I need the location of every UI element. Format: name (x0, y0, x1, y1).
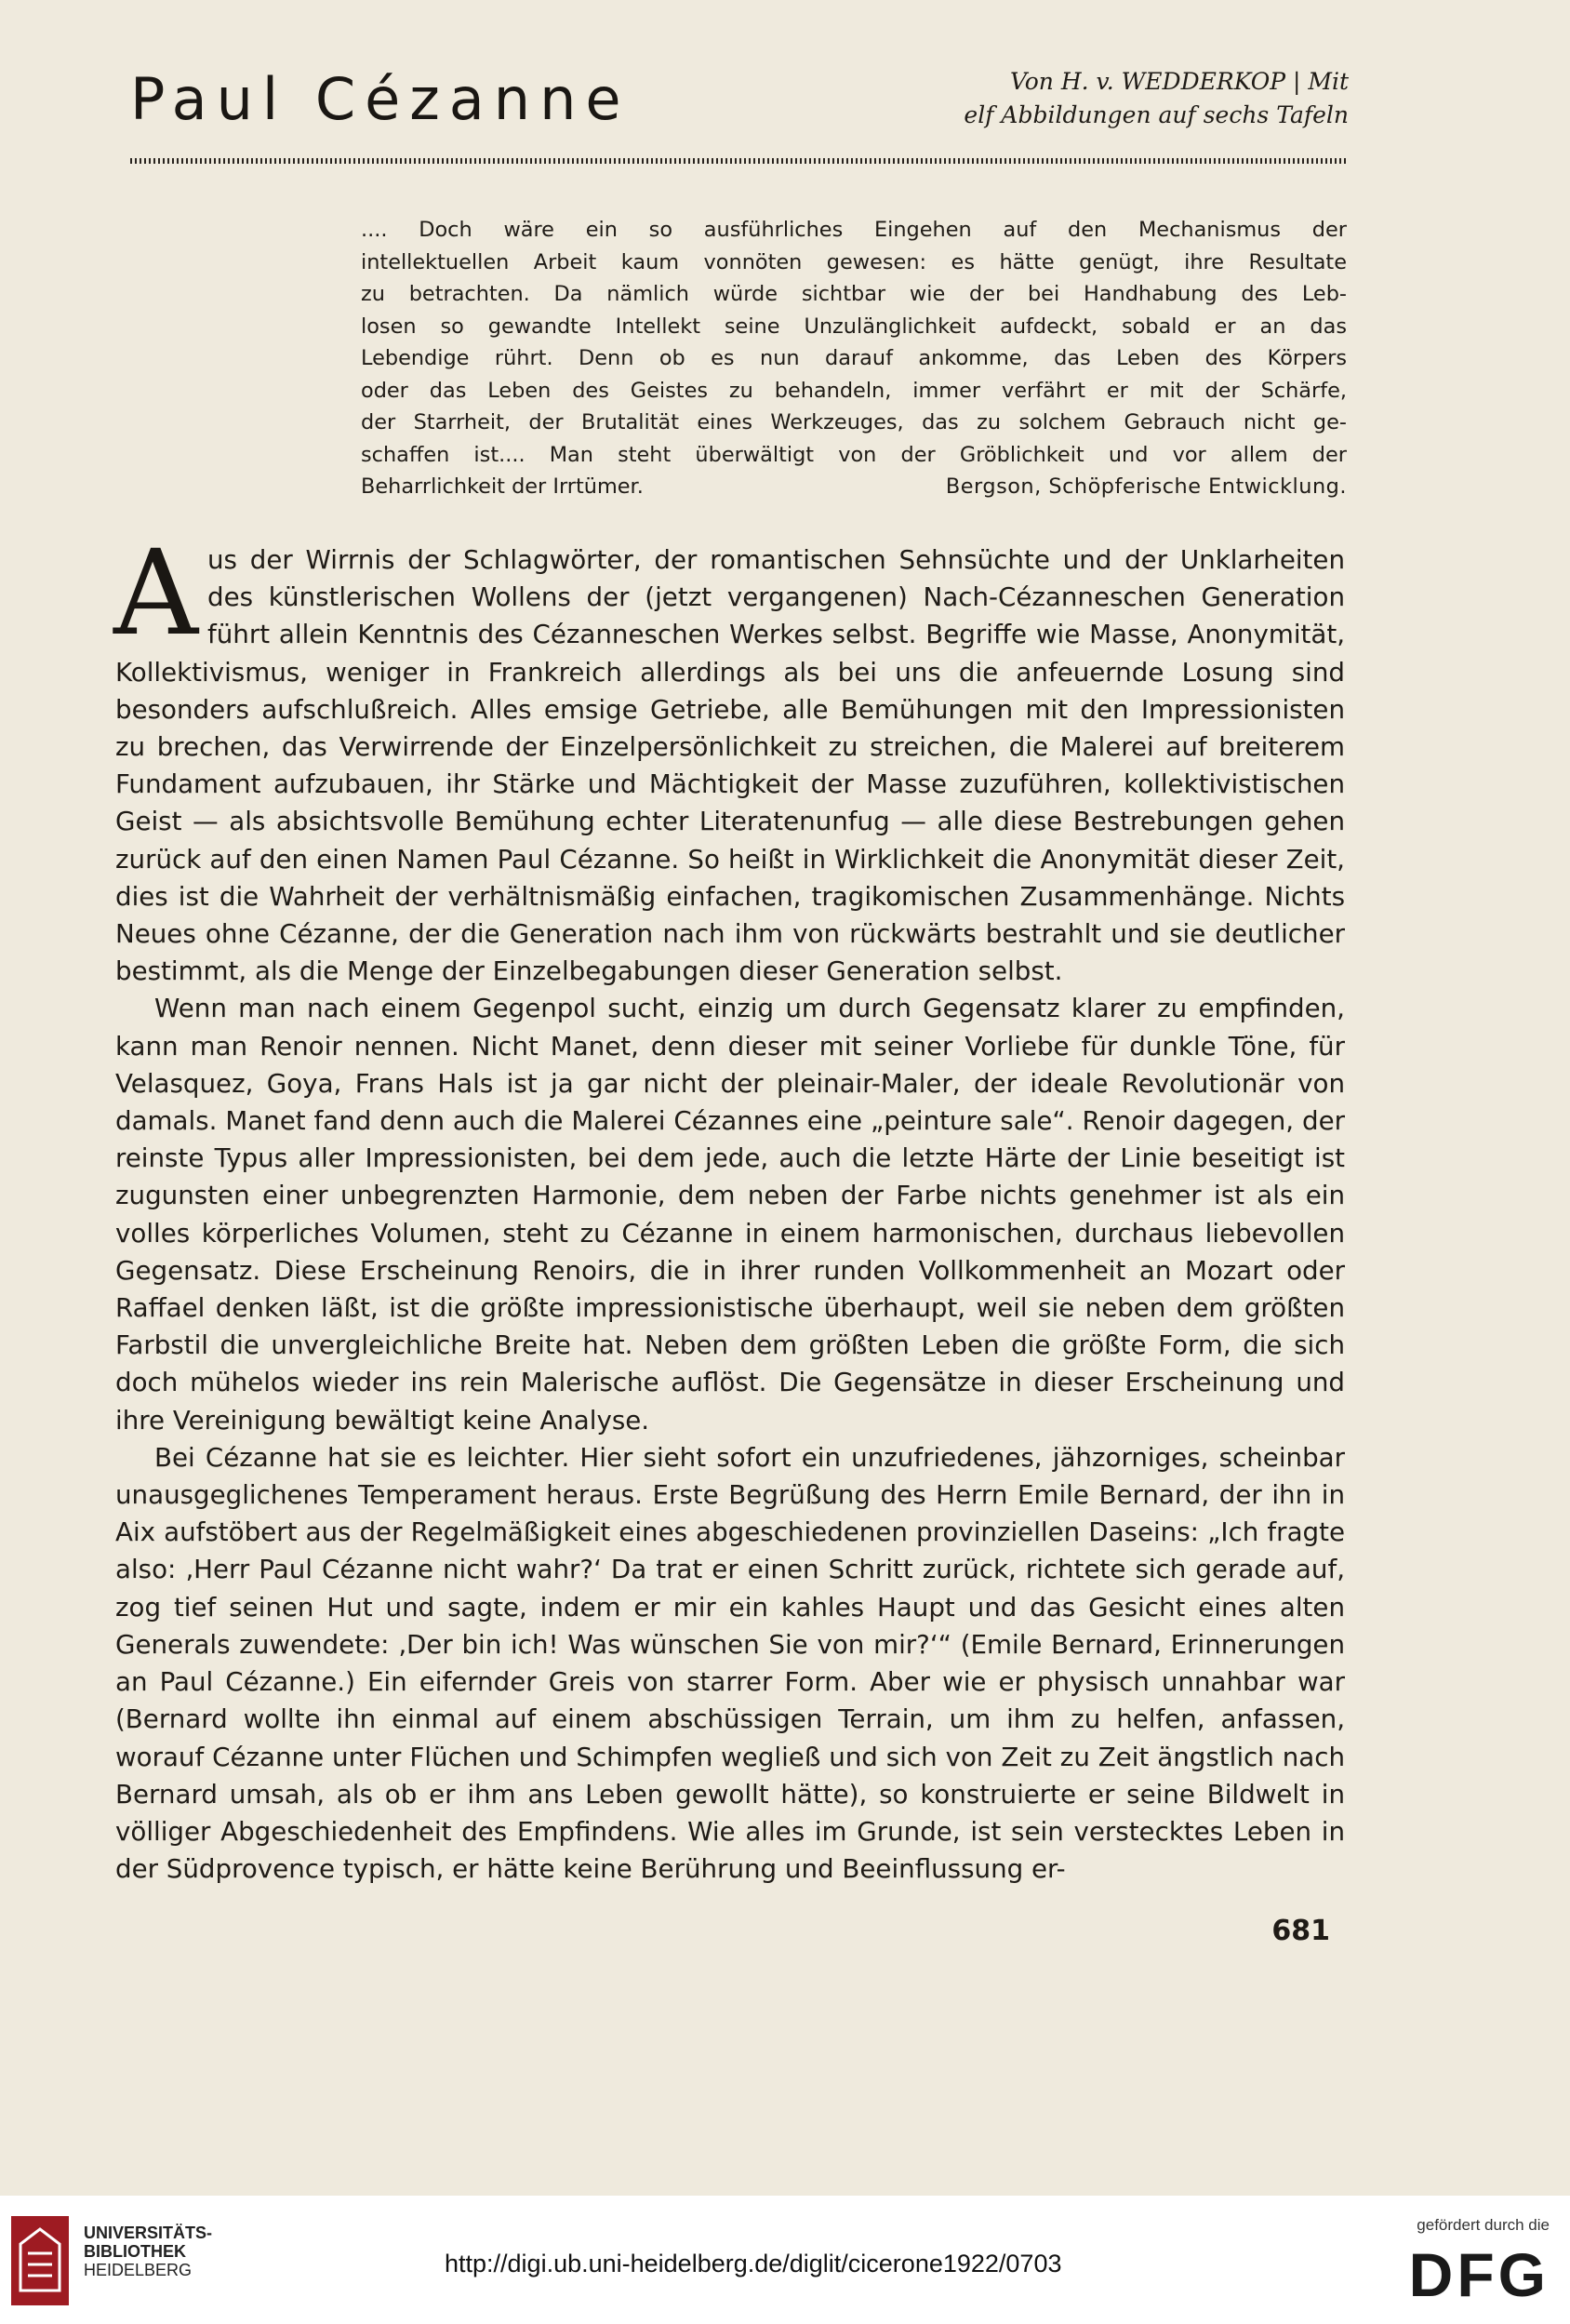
epigraph-line: intellektuellen Arbeit kaum vonnöten gewesen: es hätte genügt, ihre Resultate (361, 249, 1347, 274)
header-rule (130, 158, 1349, 164)
epigraph-line: zu betrachten. Da nämlich würde sichtbar wie der bei Handhabung des Leb- (361, 282, 1347, 306)
epigraph-line: der Starrheit, der Brutalität eines Werkzeuges, das zu solchem Gebrauch nicht ge- (361, 410, 1347, 434)
page-number: 681 (1271, 1915, 1330, 1947)
byline-author: Von H. v. WEDDERKOP | Mit (1010, 68, 1349, 95)
permalink-url[interactable]: http://digi.ub.uni-heidelberg.de/diglit/cicerone1922/0703 (445, 2250, 1062, 2277)
article-header (130, 58, 1349, 160)
epigraph-line: schaffen ist.... Man steht überwältigt von der Gröblichkeit und vor allem der (361, 442, 1347, 467)
epigraph-attribution-line (361, 471, 1347, 503)
university-seal-icon (11, 2216, 69, 2305)
sponsor-caption: gefördert durch die (1417, 2216, 1550, 2234)
article-body (113, 525, 1345, 1888)
institution-line-2: BIBLIOTHEK (84, 2242, 186, 2261)
article-title: Paul Cézanne (130, 65, 631, 133)
institution-name (84, 2224, 212, 2279)
paragraph: Bei Cézanne hat sie es leichter. Hier sieht sofort ein unzufriedenes, jähzorniges, scheinbar unausgeglichenes Temperament heraus. Erste Begrüßung des Herrn Emile Bernard, der ihn in Aix aufstöbert aus der Regelmäßigkeit eines abgeschiedenen provinziellen Daseins: „Ich fragte also: ‚Herr Paul Cézanne nicht wahr?‘ Da trat er einen Schritt zurück, richtete sich gerade auf, zog tief seinen Hut und sagte, indem er mir ein kahles Haupt und das Gesicht eines alten Generals zuwendete: ‚Der bin ich! Was wünschen Sie von mir?‘“ (Emile Bernard, Erinnerungen an Paul Cézanne.) Ein eifernder Greis von starrer Form. Aber wie er physisch unnahbar war (Bernard wollte ihn einmal auf einem abschüssigen Terrain, um ihm zu helfen, anfassen, worauf Cézanne unter Flüchen und Schimpfen wegließ und sich von Zeit zu Zeit ängstlich nach Bernard umsah, als ob er ihm ans Leben gewollt hätte), so konstruierte er seine Bildwelt in völliger Abgeschiedenheit des Empfindens. Wie alles im Grunde, ist sein verstecktes Leben in der Südprovence typisch, er hätte keine Berührung und Beeinflussung er- (115, 1441, 1345, 1885)
epigraph-line: losen so gewandte Intellekt seine Unzulänglichkeit aufdeckt, sobald er an das (361, 314, 1347, 339)
institution-line-1: UNIVERSITÄTS- (84, 2224, 213, 2242)
paragraph (113, 525, 1345, 990)
byline-illustrations: elf Abbildungen auf sechs Tafeln (964, 101, 1349, 128)
paragraph: Wenn man nach einem Gegenpol sucht, einzig um durch Gegensatz klarer zu empfinden, kann man Renoir nennen. Nicht Manet, denn dieser mit seiner Vorliebe für dunkle Töne, für Velasquez, Goya, Frans Hals ist ja gar nicht der pleinair-Maler, der ideale Revolutionär von damals. Manet fand denn auch die Malerei Cézannes eine „peinture sale“. Renoir dagegen, der reinste Typus aller Impressionisten, bei dem jede, auch die letzte Härte der Linie beseitigt ist zugunsten einer unbegrenzten Harmonie, dem neben der Farbe nichts genehmer ist als ein volles körperliches Volumen, steht zu Cézanne in einem harmonischen, durchaus liebevollen Gegensatz. Diese Erscheinung Renoirs, die in ihrer runden Vollkommenheit an Mozart oder Raffael denken läßt, ist die größte impressionistische überhaupt, weil sie neben dem größten Farbstil die unvergleichliche Breite hat. Neben dem größten Leben die größte Form, die sich doch mühelos wieder ins rein Malerische auflöst. Die Gegensätze in dieser Erscheinung und ihre Vereinigung bewältigt keine Analyse. (115, 993, 1345, 1436)
byline (964, 65, 1349, 132)
epigraph-last-line: Beharrlichkeit der Irrtümer. (361, 474, 644, 499)
epigraph (361, 214, 1347, 503)
paragraph-text: us der Wirrnis der Schlagwörter, der romantischen Sehnsüchte und der Unklarheiten des künstlerischen Wollens der (jetzt vergangenen) Nach-Cézanneschen Generation führt allein Kenntnis des Cézanneschen Werkes selbst. Begriffe wie Masse, Anonymität, Kollektivismus, weniger in Frankreich allerdings als bei uns die anfeuernde Losung sind besonders aufschlußreich. Alles emsige Getriebe, alle Bemühungen mit den Impressionisten zu brechen, das Verwirrende der Einzelpersönlichkeit zu streichen, die Malerei auf breiterem Fundament aufzubauen, ihr Stärke und Mächtigkeit der Masse zuzuführen, kollektivistischen Geist — als absichtsvolle Bemühung echter Literatenunfug — alle diese Bestrebungen gehen zurück auf den einen Namen Paul Cézanne. So heißt in Wirklichkeit die Anonymität dieser Zeit, dies ist die Wahrheit der verhältnismäßig einfachen, tragikomischen Zusammenhänge. Nichts Neues ohne Cézanne, der die Generation nach ihm von rückwärts bestrahlt und sie deutlicher bestimmt, als die Menge der Einzelbegabungen dieser Generation selbst. (115, 544, 1345, 987)
digitization-footer (0, 2196, 1570, 2324)
epigraph-source: Bergson, Schöpferische Entwicklung. (945, 474, 1347, 499)
epigraph-line: .... Doch wäre ein so ausführliches Eingehen auf den Mechanismus der (361, 218, 1347, 242)
institution-line-3: HEIDELBERG (84, 2261, 193, 2279)
epigraph-line: oder das Leben des Geistes zu behandeln, immer verfährt er mit der Schärfe, (361, 378, 1347, 403)
dfg-logo: DFG (1408, 2240, 1550, 2309)
drop-cap: A (113, 525, 198, 661)
epigraph-line: Lebendige rührt. Denn ob es nun darauf ankomme, das Leben des Körpers (361, 346, 1347, 370)
